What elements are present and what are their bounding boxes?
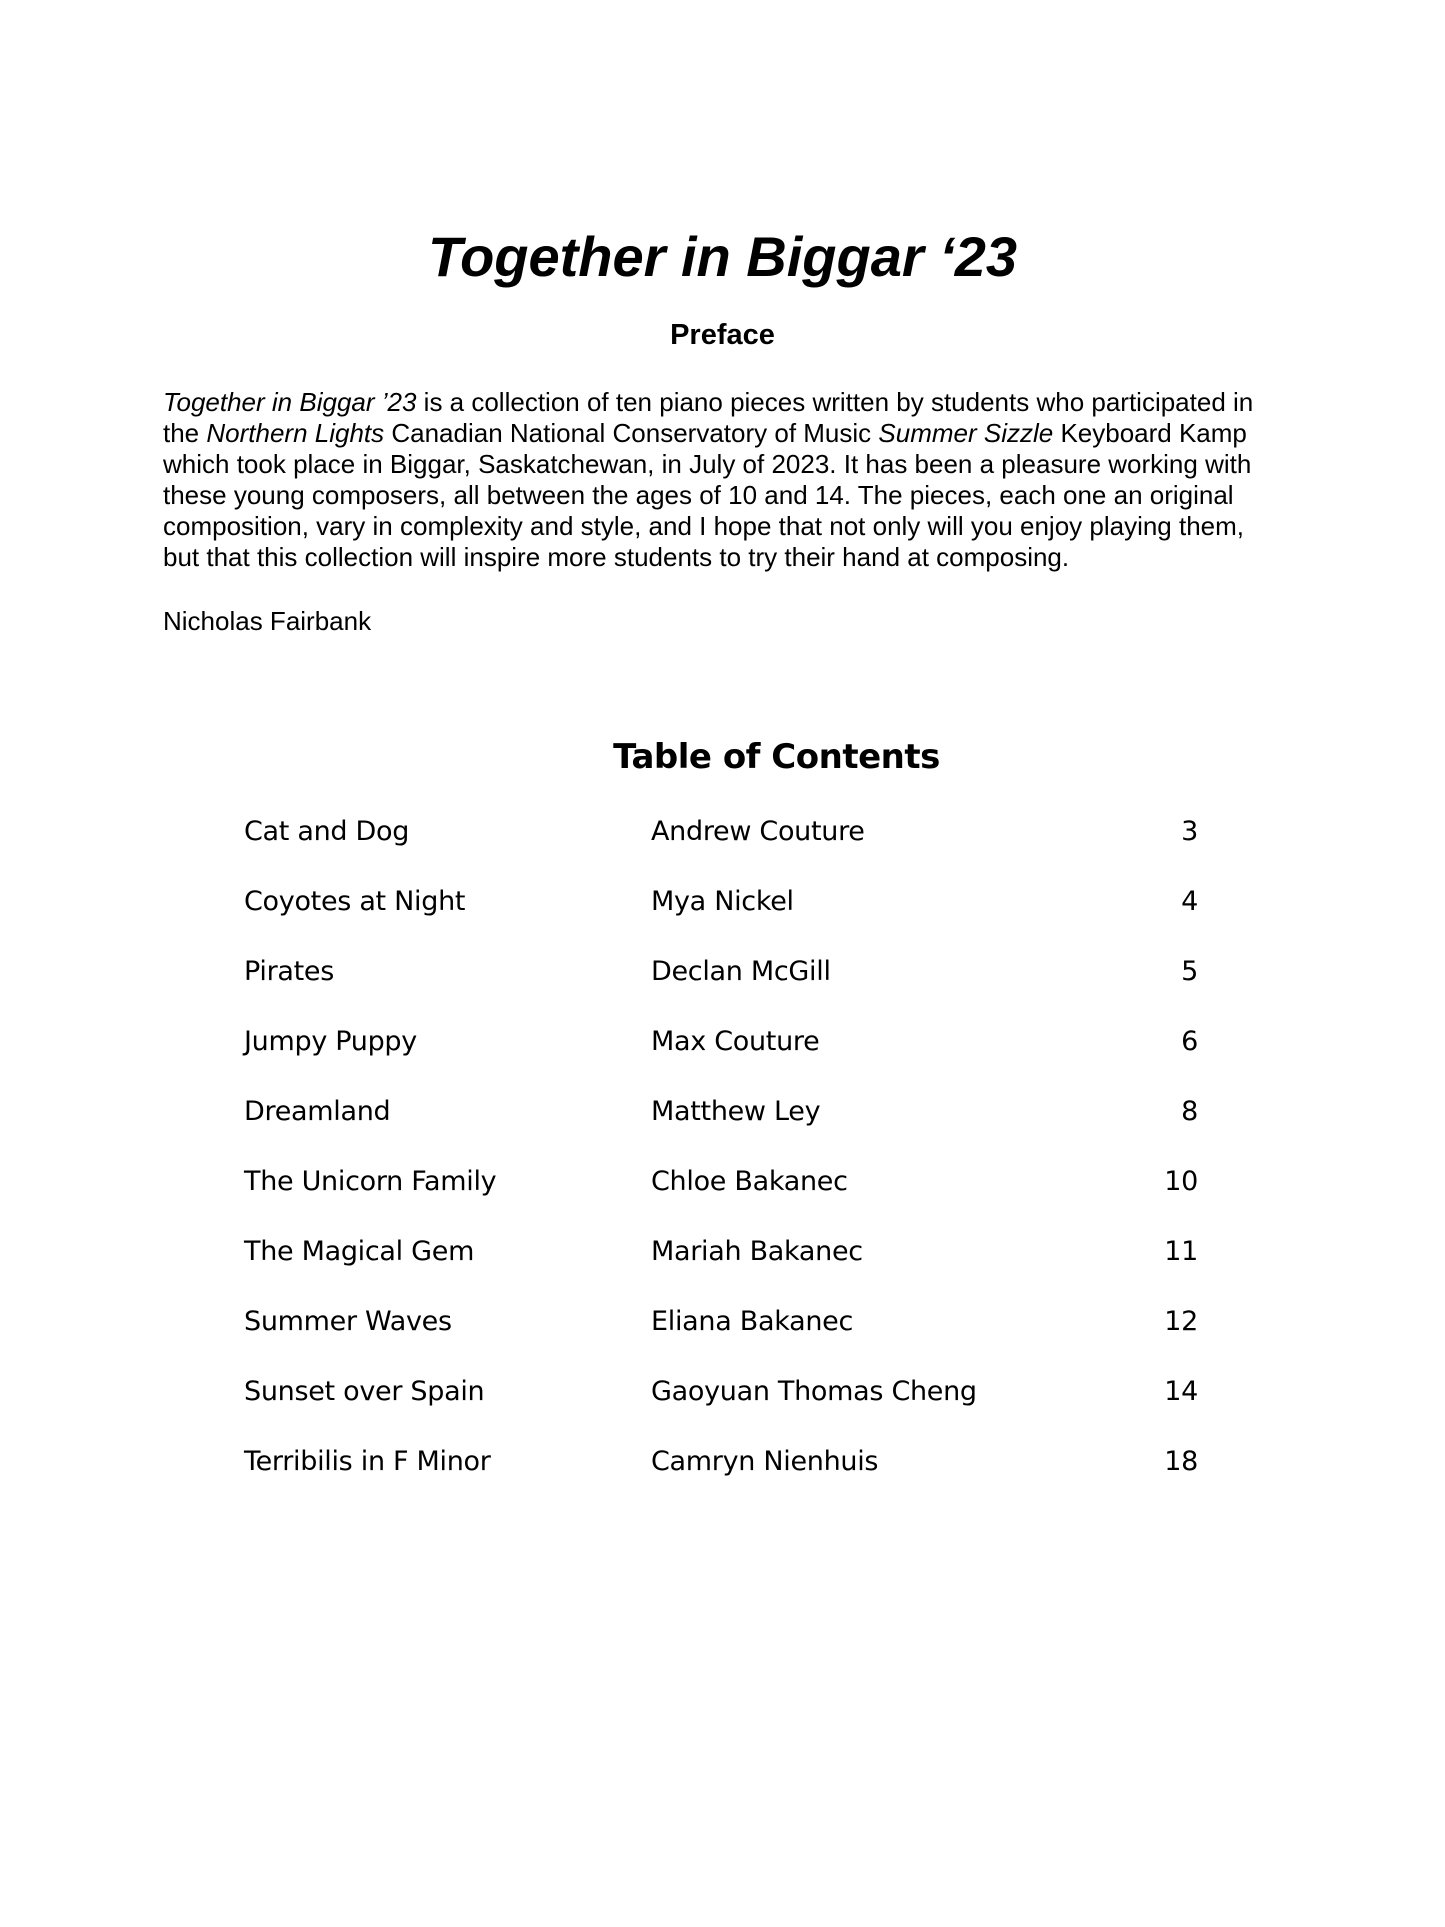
toc-page-number: 18 <box>1164 1446 1198 1477</box>
toc-row <box>0 1302 1445 1372</box>
preface-heading: Preface <box>670 319 775 351</box>
preface-line <box>163 480 1323 511</box>
toc-composer-name: Chloe Bakanec <box>651 1166 848 1197</box>
preface-text-run: Canadian National Conservatory of Music <box>384 418 879 448</box>
document-title: Together in Biggar ‘23 <box>427 225 1018 288</box>
toc-row <box>0 952 1445 1022</box>
preface-text-run: composition, vary in complexity and style, and I hope that not only will you enjoy playing them, <box>163 511 1245 541</box>
preface-text-run: Keyboard Kamp <box>1053 418 1247 448</box>
preface-text-run: the <box>163 418 207 448</box>
toc-piece-title: The Unicorn Family <box>244 1166 497 1197</box>
toc-piece-title: Cat and Dog <box>244 816 410 847</box>
toc-row <box>0 1372 1445 1442</box>
preface-text-run: which took place in Biggar, Saskatchewan, in July of 2023. It has been a pleasure working with <box>163 449 1252 479</box>
toc-piece-title: Coyotes at Night <box>244 886 466 917</box>
toc-piece-title: Pirates <box>244 956 335 987</box>
preface-text-run: but that this collection will inspire more students to try their hand at composing. <box>163 542 1070 572</box>
toc-page-number: 11 <box>1164 1236 1198 1267</box>
toc-composer-name: Andrew Couture <box>651 816 865 847</box>
toc-piece-title: Jumpy Puppy <box>244 1026 417 1057</box>
preface-paragraph <box>163 387 1323 573</box>
toc-page-number: 8 <box>1181 1096 1198 1127</box>
toc-composer-name: Mya Nickel <box>651 886 794 917</box>
toc-composer-name: Matthew Ley <box>651 1096 821 1127</box>
toc-row <box>0 1232 1445 1302</box>
preface-line <box>163 418 1323 449</box>
toc-piece-title: Dreamland <box>244 1096 391 1127</box>
toc-page-number: 14 <box>1164 1376 1198 1407</box>
toc-page-number: 4 <box>1181 886 1198 917</box>
toc-composer-name: Mariah Bakanec <box>651 1236 863 1267</box>
preface-line <box>163 542 1323 573</box>
toc-page-number: 3 <box>1181 816 1198 847</box>
preface-signature: Nicholas Fairbank <box>163 606 372 636</box>
toc-page-number: 6 <box>1181 1026 1198 1057</box>
toc-page-number: 12 <box>1164 1306 1198 1337</box>
toc-heading: Table of Contents <box>613 737 940 777</box>
preface-text-run: is a collection of ten piano pieces written by students who participated in <box>416 387 1254 417</box>
toc-row <box>0 1092 1445 1162</box>
preface-italic-run: Together in Biggar ’23 <box>163 387 417 417</box>
preface-italic-run: Summer Sizzle <box>878 418 1054 448</box>
toc-composer-name: Eliana Bakanec <box>651 1306 853 1337</box>
toc-row <box>0 882 1445 952</box>
toc-list <box>0 812 1445 1512</box>
toc-row <box>0 1162 1445 1232</box>
toc-row <box>0 1022 1445 1092</box>
toc-row <box>0 1442 1445 1512</box>
preface-text-run: these young composers, all between the ages of 10 and 14. The pieces, each one an original <box>163 480 1234 510</box>
toc-row <box>0 812 1445 882</box>
toc-page-number: 10 <box>1164 1166 1198 1197</box>
toc-piece-title: Terribilis in F Minor <box>244 1446 491 1477</box>
toc-composer-name: Max Couture <box>651 1026 820 1057</box>
toc-piece-title: Summer Waves <box>244 1306 452 1337</box>
toc-piece-title: Sunset over Spain <box>244 1376 485 1407</box>
toc-page-number: 5 <box>1181 956 1198 987</box>
toc-composer-name: Declan McGill <box>651 956 831 987</box>
preface-line <box>163 449 1323 480</box>
toc-composer-name: Camryn Nienhuis <box>651 1446 879 1477</box>
preface-line <box>163 387 1323 418</box>
toc-piece-title: The Magical Gem <box>244 1236 475 1267</box>
preface-italic-run: Northern Lights <box>206 418 385 448</box>
toc-composer-name: Gaoyuan Thomas Cheng <box>651 1376 977 1407</box>
preface-line <box>163 511 1323 542</box>
